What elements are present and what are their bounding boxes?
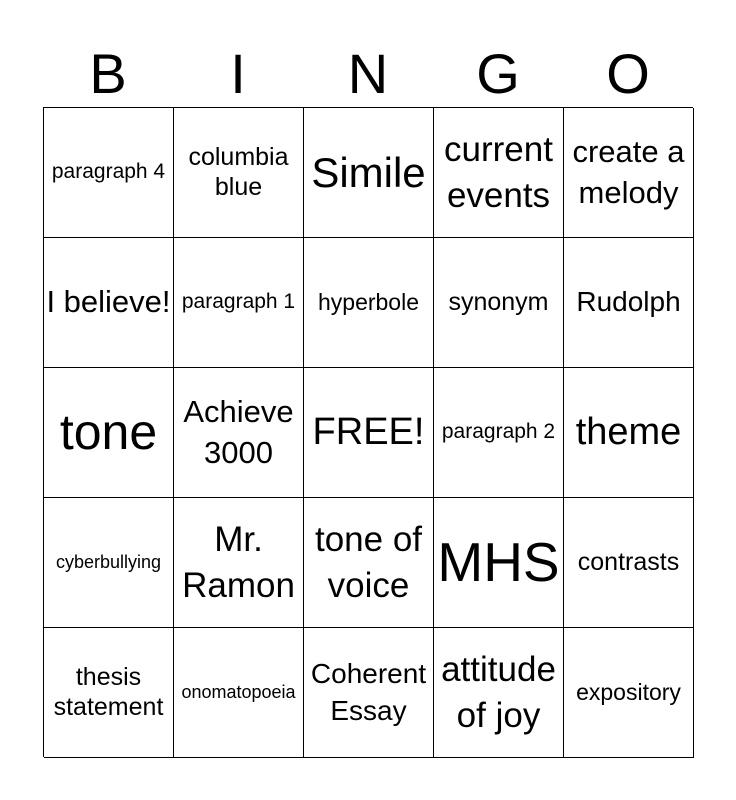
header-letter-o: O xyxy=(606,42,650,105)
cell-label: Achieve 3000 xyxy=(183,394,294,470)
cell-label: Rudolph xyxy=(576,286,681,318)
bingo-cell[interactable] xyxy=(434,628,564,758)
bingo-cell[interactable] xyxy=(44,368,174,498)
cell-label: paragraph 2 xyxy=(441,420,556,444)
bingo-cell[interactable] xyxy=(564,498,694,628)
bingo-cell[interactable] xyxy=(304,498,434,628)
cell-label: paragraph 4 xyxy=(51,160,166,184)
bingo-cell[interactable] xyxy=(304,628,434,758)
bingo-cell[interactable] xyxy=(564,368,694,498)
cell-label: create a melody xyxy=(572,134,685,210)
cell-label: hyperbole xyxy=(317,288,420,315)
bingo-cell[interactable] xyxy=(434,498,564,628)
cell-label: thesis statement xyxy=(53,663,164,721)
bingo-cell[interactable] xyxy=(44,498,174,628)
cell-label: expository xyxy=(576,678,681,705)
cell-label: theme xyxy=(575,411,682,454)
cell-label: paragraph 1 xyxy=(181,290,296,314)
bingo-cell[interactable] xyxy=(44,238,174,368)
bingo-cell[interactable] xyxy=(174,628,304,758)
bingo-cell[interactable] xyxy=(174,368,304,498)
bingo-cell[interactable] xyxy=(174,108,304,238)
header-letter-i: I xyxy=(230,42,246,105)
bingo-cell[interactable] xyxy=(564,628,694,758)
bingo-cell[interactable] xyxy=(564,108,694,238)
bingo-cell[interactable] xyxy=(174,498,304,628)
bingo-cell[interactable] xyxy=(434,238,564,368)
cell-label: synonym xyxy=(448,287,549,316)
bingo-cell-free[interactable] xyxy=(304,368,434,498)
cell-label: MHS xyxy=(437,531,560,594)
cell-label: tone of voice xyxy=(314,520,423,605)
cell-label: I believe! xyxy=(46,284,171,320)
header-letter-g: G xyxy=(476,42,520,105)
cell-label: onomatopoeia xyxy=(181,681,296,702)
cell-label: cyberbullying xyxy=(55,551,162,572)
free-space-label: FREE! xyxy=(312,411,425,454)
bingo-cell[interactable] xyxy=(304,238,434,368)
bingo-cell[interactable] xyxy=(44,628,174,758)
header-letter-n: N xyxy=(347,42,389,105)
cell-label: attitude of joy xyxy=(441,650,556,735)
cell-label: tone xyxy=(59,404,158,460)
bingo-cell[interactable] xyxy=(434,368,564,498)
bingo-cell[interactable] xyxy=(564,238,694,368)
cell-label: Mr. Ramon xyxy=(182,520,295,605)
cell-label: columbia blue xyxy=(188,143,289,201)
bingo-header xyxy=(43,40,693,108)
cell-label: contrasts xyxy=(577,547,680,576)
header-letter-b: B xyxy=(89,42,127,105)
bingo-cell[interactable] xyxy=(44,108,174,238)
bingo-cell[interactable] xyxy=(174,238,304,368)
bingo-cell[interactable] xyxy=(434,108,564,238)
cell-label: Simile xyxy=(311,148,426,196)
bingo-board xyxy=(43,107,693,757)
cell-label: current events xyxy=(444,130,553,215)
cell-label: Coherent Essay xyxy=(310,658,427,726)
bingo-cell[interactable] xyxy=(304,108,434,238)
